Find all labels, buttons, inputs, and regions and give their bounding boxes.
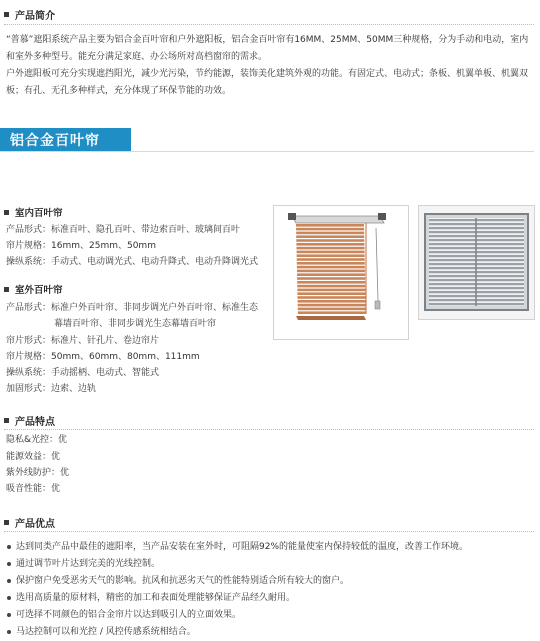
- list-item: 马达控制可以和光控 / 风控传感系统相结合。: [6, 624, 532, 641]
- outdoor-control-line: 操纵系统：手动摇柄、电动式、智能式: [6, 368, 160, 378]
- indoor-title: 室内百叶帘: [15, 208, 63, 219]
- banner-divider: [0, 151, 534, 152]
- divider: [4, 24, 534, 25]
- square-bullet-icon: [4, 210, 9, 215]
- blind-slat: [298, 311, 366, 314]
- feature-acoustic: 吸音性能：优: [6, 484, 61, 494]
- advantages-title: 产品优点: [15, 518, 55, 530]
- blind-slat: [296, 235, 364, 238]
- wood-blind-photo: [273, 205, 409, 340]
- intro-paragraph-1: “普慕”遮阳系统产品主要为铝合金百叶帘和户外遮阳板，铝合金百叶帘有16MM、25MM、50MM三种规格，分为手动和电动，室内和室外多种型号。能充分满足家庭、办公场所对高档窗帘的需求。: [6, 35, 529, 62]
- outdoor-form-line-2: 幕墙百叶帘、非同步调光生态幕墙百叶帘: [54, 319, 217, 329]
- blind-slat: [297, 289, 365, 292]
- intro-text: [6, 32, 532, 100]
- features-title: 产品特点: [15, 416, 55, 428]
- feature-energy: 能源效益：优: [6, 452, 61, 462]
- square-bullet-icon: [4, 287, 9, 292]
- intro-title: 产品简介: [15, 10, 55, 22]
- outdoor-title: 室外百叶帘: [15, 285, 63, 296]
- wood-blind-illustration: [274, 206, 408, 339]
- square-bullet-icon: [4, 418, 9, 423]
- features-heading: [4, 413, 55, 427]
- intro-paragraph-2: 户外遮阳板可充分实现遮挡阳光，减少光污染，节约能源，装饰美化建筑外观的功能。有固定式、电动式；条板、机翼单板、机翼双板；有孔、无孔多种样式，充分体现了环保节能的功效。: [6, 69, 529, 96]
- square-bullet-icon: [4, 12, 9, 17]
- feature-uv: 紫外线防护：优: [6, 468, 70, 478]
- indoor-slat-size-line: 帘片规格：16mm、25mm、50mm: [6, 241, 156, 251]
- blind-slat: [297, 292, 365, 295]
- feature-privacy: 隐私&光控：优: [6, 435, 68, 445]
- aluminum-blind-photo: [418, 205, 535, 320]
- blind-slat: [298, 308, 366, 311]
- outdoor-heading: [4, 283, 63, 295]
- section-banner: [0, 128, 131, 152]
- blind-slat: [297, 273, 365, 276]
- divider: [4, 429, 534, 430]
- blind-slat: [297, 258, 365, 261]
- blind-slat: [297, 281, 365, 284]
- blind-slat: [297, 270, 365, 273]
- banner-title: 铝合金百叶帘: [10, 133, 100, 149]
- blind-slat: [297, 254, 365, 257]
- outdoor-slat-size-line: 帘片规格：50mm、60mm、80mm、111mm: [6, 352, 200, 362]
- intro-heading: [4, 7, 55, 21]
- outdoor-slat-form-line: 帘片形式：标准片、针孔片、卷边帘片: [6, 336, 160, 346]
- indoor-heading: [4, 206, 63, 218]
- outdoor-form-line-1: 产品形式：标准户外百叶帘、非同步调光户外百叶帘、标准生态: [6, 303, 259, 313]
- blind-slat: [298, 296, 366, 299]
- list-item: 保护窗户免受恶劣天气的影响。抗风和抗恶劣天气的性能特别适合所有较大的窗户。: [6, 573, 532, 590]
- blind-slat: [296, 232, 364, 235]
- advantages-list: [6, 539, 532, 641]
- list-item: 可选择不同颜色的铝合金帘片以达到吸引人的立面效果。: [6, 607, 532, 624]
- list-item: 达到同类产品中最佳的遮阳率，当产品安装在室外时，可阻隔92%的能量使室内保持较低的温度，改善工作环境。: [6, 539, 532, 556]
- blind-slat: [296, 228, 364, 231]
- advantages-heading: [4, 515, 55, 529]
- list-item: 通过调节叶片达到完美的光线控制。: [6, 556, 532, 573]
- divider: [4, 531, 534, 532]
- blind-slat: [296, 243, 364, 246]
- blind-slat: [298, 300, 366, 303]
- blind-slat: [297, 251, 365, 254]
- blind-slat: [296, 224, 364, 227]
- blind-slat: [297, 266, 365, 269]
- blind-slat: [297, 262, 365, 265]
- list-item: 选用高质量的原材料，精密的加工和表面处理能够保证产品经久耐用。: [6, 590, 532, 607]
- square-bullet-icon: [4, 520, 9, 525]
- indoor-control-line: 操纵系统：手动式、电动调光式、电动升降式、电动升降调光式: [6, 257, 259, 267]
- blind-slat: [297, 277, 365, 280]
- blind-slat: [296, 239, 364, 242]
- blind-slat: [297, 285, 365, 288]
- outdoor-reinforce-line: 加固形式：边索、边轨: [6, 384, 97, 394]
- indoor-form-line: 产品形式：标准百叶、隐孔百叶、带边索百叶、玻璃间百叶: [6, 225, 241, 235]
- aluminum-blind-illustration: [419, 206, 534, 319]
- blind-slat: [298, 304, 366, 307]
- blind-slat: [296, 247, 364, 250]
